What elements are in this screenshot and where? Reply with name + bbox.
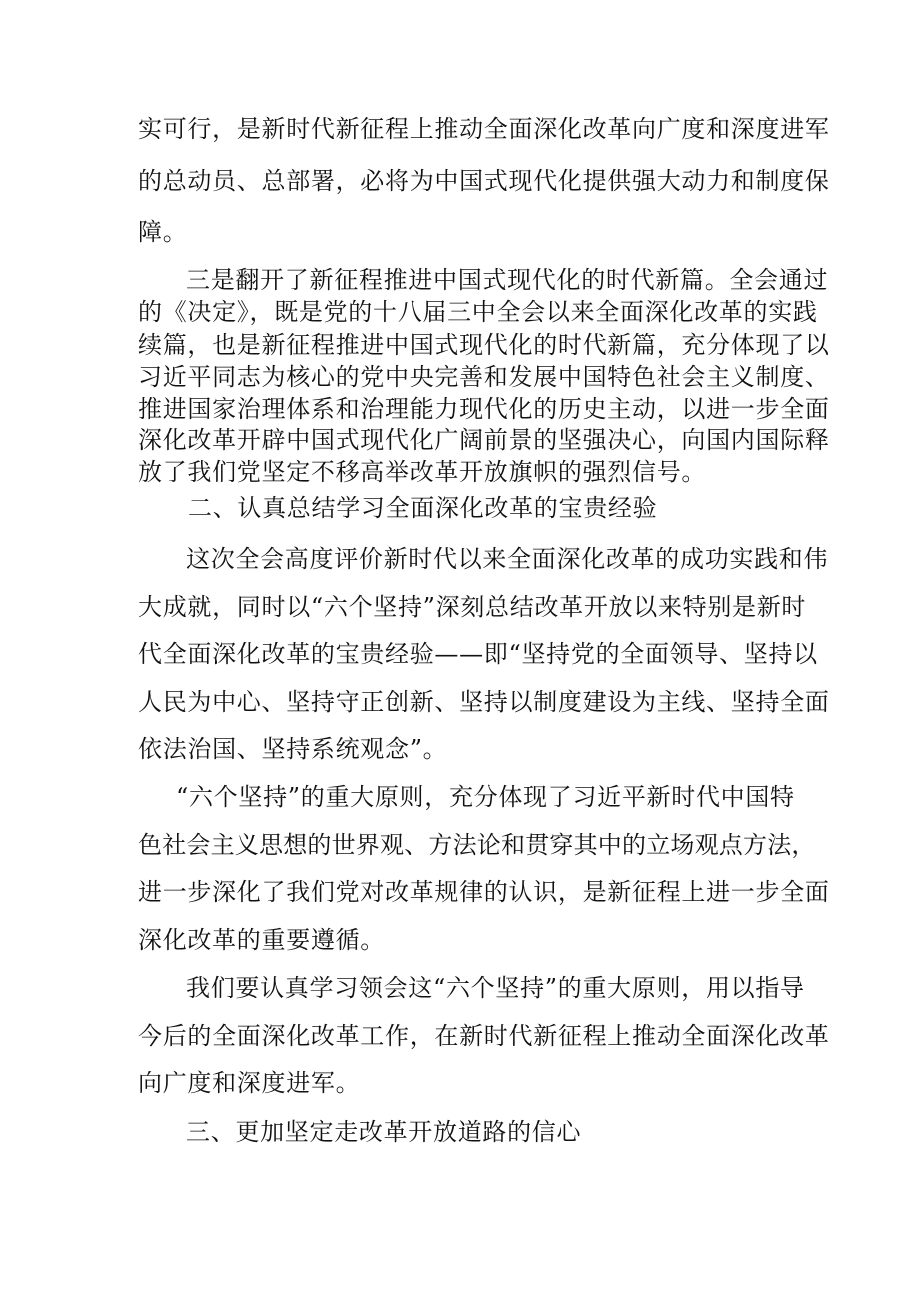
paragraph-3-line-3: 代全面深化改革的宝贵经验——即“坚持党的全面领导、坚持以 (138, 640, 818, 668)
paragraph-5-line-1: 我们要认真学习领会这“六个坚持”的重大原则，用以指导 (186, 974, 805, 1002)
paragraph-3-line-2: 大成就，同时以“六个坚持”深刻总结改革开放以来特别是新时 (138, 593, 807, 621)
section-heading-2: 二、认真总结学习全面深化改革的宝贵经验 (188, 494, 658, 522)
paragraph-1-line-3: 障。 (138, 218, 188, 246)
paragraph-2-line-5: 推进国家治理体系和治理能力现代化的历史主动，以进一步全面 (138, 395, 830, 423)
paragraph-2-line-4: 习近平同志为核心的党中央完善和发展中国特色社会主义制度、 (138, 363, 830, 391)
paragraph-4-line-4: 深化改革的重要遵循。 (138, 926, 385, 954)
section-heading-3: 三、更加坚定走改革开放道路的信心 (186, 1118, 582, 1146)
paragraph-3-line-4: 人民为中心、坚持守正创新、坚持以制度建设为主线、坚持全面 (138, 688, 830, 716)
paragraph-4-line-3: 进一步深化了我们党对改革规律的认识，是新征程上进一步全面 (138, 878, 830, 906)
paragraph-2-line-2: 的《决定》，既是党的十八届三中全会以来全面深化改革的实践 (138, 298, 818, 326)
paragraph-2-line-1: 三是翻开了新征程推进中国式现代化的时代新篇。全会通过 (186, 266, 829, 294)
paragraph-5-line-2: 今后的全面深化改革工作，在新时代新征程上推动全面深化改革 (138, 1022, 830, 1050)
paragraph-3-line-1: 这次全会高度评价新时代以来全面深化改革的成功实践和伟 (186, 545, 829, 573)
paragraph-1-line-2: 的总动员、总部署，必将为中国式现代化提供强大动力和制度保 (138, 167, 830, 195)
paragraph-1-line-1: 实可行，是新时代新征程上推动全面深化改革向广度和深度进军 (138, 115, 830, 143)
paragraph-4-line-2: 色社会主义思想的世界观、方法论和贯穿其中的立场观点方法， (138, 831, 816, 859)
paragraph-2-line-6: 深化改革开辟中国式现代化广阔前景的坚强决心，向国内国际释 (138, 426, 830, 454)
paragraph-2-line-3: 续篇，也是新征程推进中国式现代化的时代新篇，充分体现了以 (138, 331, 830, 359)
paragraph-5-line-3: 向广度和深度进军。 (138, 1069, 361, 1097)
paragraph-2-line-7: 放了我们党坚定不移高举改革开放旗帜的强烈信号。 (138, 458, 707, 486)
paragraph-3-line-5: 依法治国、坚持系统观念”。 (138, 735, 448, 763)
paragraph-4-line-1: “六个坚持”的重大原则，充分体现了习近平新时代中国特 (176, 783, 795, 811)
